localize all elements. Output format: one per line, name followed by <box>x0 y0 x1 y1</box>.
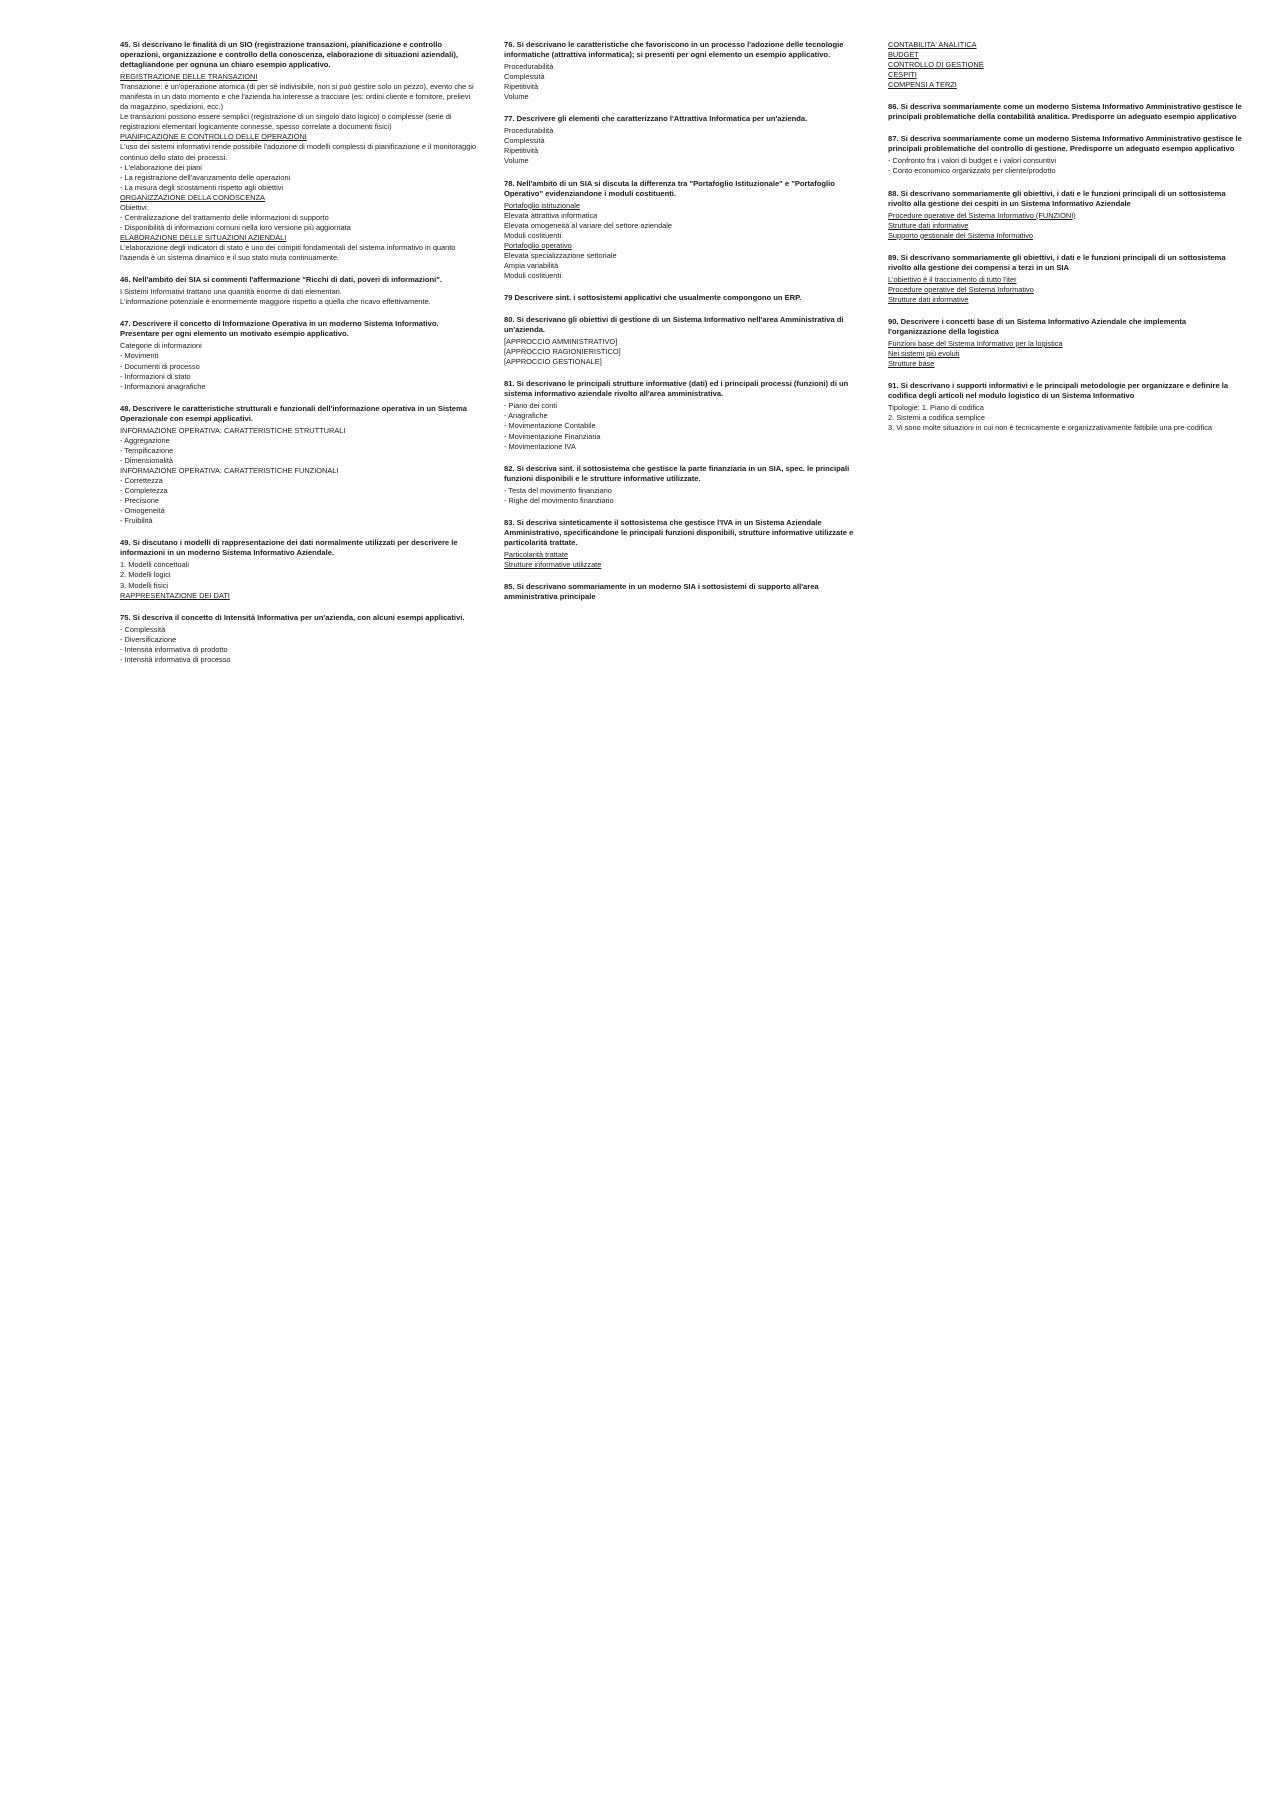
answer-line: - La misura degli scostamenti rispetto agli obiettivi <box>120 182 284 192</box>
answer-section <box>888 381 1246 433</box>
subheading: Procedure operative del Sistema Informativo <box>888 284 1034 294</box>
column-left <box>120 40 478 1781</box>
subheading: RAPPRESENTAZIONE DEI DATI <box>120 590 230 600</box>
answer-line: - Completezza <box>120 486 168 496</box>
answer-line: 3. Vi sono molte situazioni in cui non è tecnicamente e organizzativamente fattibile una pre-codifica <box>888 423 1213 433</box>
subheading: COMPENSI A TERZI <box>888 80 957 90</box>
answer-line: - Righe del movimento finanziario <box>504 495 614 505</box>
subheading: Strutture informative utilizzate <box>504 559 602 569</box>
answer-line: - Correttezza <box>120 476 163 486</box>
answer-line: INFORMAZIONE OPERATIVA: CARATTERISTICHE FUNZIONALI <box>120 466 339 475</box>
answer-section <box>120 538 478 600</box>
answer-line: Elevata omogeneità al variare del settore aziendale <box>504 220 673 230</box>
answer-section <box>120 40 478 263</box>
answer-line: - Omogeneità <box>120 506 165 516</box>
answer-section <box>504 293 862 303</box>
question-title: 47. Descrivere il concetto di Informazione Operativa in un moderno Sistema Informativo. Presentare per ogni elemento un motivato esempio applicativo. <box>120 319 439 339</box>
answer-line: [APPROCCIO RAGIONIERISTICO] <box>504 347 621 357</box>
question-title: 86. Si descriva sommariamente come un moderno Sistema Informativo Amministrativo gestisce le principali problematiche della contabilità analitica. Predisporre un adeguato esempio applicativo <box>888 102 1242 122</box>
answer-section <box>888 253 1246 305</box>
question-title: 90. Descrivere i concetti base di un Sistema Informativo Aziendale che implementa l'organizzazione della logistica <box>888 316 1187 336</box>
question-title: 88. Si descrivano sommariamente gli obiettivi, i dati e le funzioni principali di un sottosistema rivolto alla gestione dei cespiti in un Sistema Informativo Aziendale <box>888 188 1226 208</box>
answer-line: - Movimenti <box>120 351 159 361</box>
subheading: CESPITI <box>888 70 917 80</box>
answer-section <box>888 317 1246 369</box>
answer-line: - Intensità informativa di prodotto <box>120 644 228 654</box>
answer-line: - Intensità informativa di processo <box>120 654 231 664</box>
subheading: Particolarità trattate <box>504 549 569 559</box>
answer-line: 2. Sistemi a codifica semplice <box>888 413 985 423</box>
answer-line: - Dimensionalità <box>120 455 173 465</box>
subheading: ORGANIZZAZIONE DELLA CONOSCENZA <box>120 192 265 202</box>
answer-line: 1. Modelli concettuali <box>120 560 190 570</box>
answer-line: - Tempificazione <box>120 445 174 455</box>
column-middle <box>504 40 862 1781</box>
answer-line: 3. Modelli fisici <box>120 580 169 590</box>
subheading: Portafoglio operativo <box>504 240 572 250</box>
subheading: BUDGET <box>888 50 919 60</box>
answer-section <box>888 102 1246 122</box>
subheading: Nei sistemi più evoluti <box>888 349 960 359</box>
answer-line: - La registrazione dell'avanzamento delle operazioni <box>120 172 291 182</box>
answer-line: Procedurabilità <box>504 62 554 72</box>
answer-line: [APPROCCIO AMMINISTRATIVO] <box>504 337 618 347</box>
question-title: 80. Si descrivano gli obiettivi di gestione di un Sistema Informativo nell'area Amministrativa di un'azienda. <box>504 315 844 335</box>
answer-line: - Testa del movimento finanziario <box>504 485 612 495</box>
subheading: Strutture dati informative <box>888 220 969 230</box>
subheading: PIANIFICAZIONE E CONTROLLO DELLE OPERAZIONI <box>120 132 307 142</box>
subheading: Procedure operative del Sistema Informativo (FUNZIONI) <box>888 210 1076 220</box>
answer-line: - Informazioni di stato <box>120 371 191 381</box>
question-title: 83. Si descriva sinteticamente il sottosistema che gestisce l'IVA in un Sistema Aziendale Amministrativo, specificandone le principali funzioni disponibili, strutture informative utilizzate e particolarità trattate. <box>504 517 854 547</box>
subheading: CONTABILITA' ANALITICA <box>888 40 977 49</box>
answer-line: I Sistemi Informativi trattano una quantità enorme di dati elementari. <box>120 287 342 297</box>
answer-line: - Piano dei conti <box>504 401 557 411</box>
answer-line: Elevata attrattiva informatica <box>504 210 598 220</box>
question-title: 89. Si descrivano sommariamente gli obiettivi, i dati e le funzioni principali di un sottosistema rivolto alla gestione dei compensi a terzi in un SIA <box>888 252 1226 272</box>
answer-line: - Confronto fra i valori di budget e i valori consuntivi <box>888 156 1057 166</box>
answer-line: Complessità <box>504 136 545 146</box>
answer-line: - Anagrafiche <box>504 411 548 421</box>
answer-line: Procedurabilità <box>504 126 554 136</box>
answer-line: [APPROCCIO GESTIONALE] <box>504 357 602 367</box>
answer-section <box>504 40 862 102</box>
subheading: ELABORAZIONE DELLE SITUAZIONI AZIENDALI <box>120 233 287 243</box>
question-title: 45. Si descrivano le finalità di un SIO (registrazione transazioni, pianificazione e controllo operazioni, organizzazione e controllo della conoscenza, elaborazione di situazioni aziendali), dettagliandone per ognuna un chiaro esempio applicativo. <box>120 40 458 70</box>
answer-section <box>504 518 862 570</box>
answer-line: Elevata specializzazione settoriale <box>504 250 617 260</box>
answer-line: - Complessità <box>120 624 166 634</box>
question-title: 48. Descrivere le caratteristiche strutturali e funzionali dell'informazione operativa in un Sistema Operazionale con esempi applicativi. <box>120 403 468 423</box>
question-title: 46. Nell'ambito dei SIA si commenti l'affermazione "Ricchi di dati, poveri di informazioni". <box>120 275 442 285</box>
question-title: 82. Si descriva sint. il sottosistema che gestisce la parte finanziaria in un SIA, spec. le principali funzioni disponibili e le strutture informative utilizzate. <box>504 463 850 483</box>
answer-line: - Aggregazione <box>120 435 170 445</box>
answer-line: - Movimentazione Finanziaria <box>504 431 601 441</box>
subheading: L'obiettivo è il tracciamento di tutto l'iter <box>888 274 1017 284</box>
answer-line: INFORMAZIONE OPERATIVA: CARATTERISTICHE STRUTTURALI <box>120 425 346 435</box>
answer-line: Complessità <box>504 72 545 82</box>
answer-line: Ripetitività <box>504 82 539 92</box>
question-title: 49. Si discutano i modelli di rappresentazione dei dati normalmente utilizzati per descrivere le informazioni in un moderno Sistema Informativo Aziendale. <box>120 538 458 558</box>
question-title: 91. Si descrivano i supporti informativi e le principali metodologie per organizzare e definire la codifica degli articoli nel modulo logistico di un Sistema Informativo <box>888 381 1229 401</box>
question-title: 77. Descrivere gli elementi che caratterizzano l'Attrattiva Informatica per un'azienda. <box>504 114 808 124</box>
column-right <box>888 40 1246 1781</box>
answer-section <box>120 319 478 391</box>
subheading: CONTROLLO DI GESTIONE <box>888 60 984 70</box>
answer-line: Obiettivi: <box>120 202 149 212</box>
question-title: 78. Nell'ambito di un SIA si discuta la differenza tra "Portafoglio Istituzionale" e "Portafoglio Operativo" evidenziandone i moduli costituenti. <box>504 178 835 198</box>
answer-section <box>504 464 862 506</box>
question-title: 79 Descrivere sint. i sottosistemi applicativi che usualmente compongono un ERP. <box>504 293 802 303</box>
answer-line: - L'elaborazione dei piani <box>120 162 202 172</box>
answer-section <box>888 134 1246 176</box>
answer-line: Moduli costituenti <box>504 271 562 281</box>
answer-section <box>120 613 478 665</box>
answer-line: Volume <box>504 92 529 102</box>
answer-section <box>120 275 478 307</box>
answer-line: - Centralizzazione del trattamento delle informazioni di supporto <box>120 212 329 222</box>
question-title: 85. Si descrivano sommariamente in un moderno SIA i sottosistemi di supporto all'area amministrativa principale <box>504 581 819 601</box>
answer-line: L'elaborazione degli indicatori di stato è uno dei compiti fondamentali del sistema informativo in quanto l'azienda è un sistema dinamico e il suo stato muta continuamente. <box>120 243 456 263</box>
question-title: 75. Si descriva il concetto di Intensità Informativa per un'azienda, con alcuni esempi applicativi. <box>120 612 465 622</box>
answer-line: - Conto economico organizzato per cliente/prodotto <box>888 166 1056 176</box>
answer-line: Le transazioni possono essere semplici (registrazione di un singolo dato logico) o complesse (serie di registrazioni elementari logicamente connesse, spesso correlate a documenti fisici) <box>120 112 452 132</box>
answer-section <box>504 114 862 166</box>
answer-line: Ripetitività <box>504 146 539 156</box>
question-title: 76. Si descrivano le caratteristiche che favoriscono in un processo l'adozione delle tecnologie informatiche (attrattiva informatica); si presenti per ogni elemento un esempio applicativo. <box>504 40 844 60</box>
question-title: 87. Si descriva sommariamente come un moderno Sistema Informativo Amministrativo gestisce le principali problematiche del controllo di gestione. Predisporre un adeguato esempio applicativo <box>888 134 1242 154</box>
answer-line: Ampia variabilità <box>504 260 559 270</box>
answer-line: - Disponibilità di informazioni comuni nella loro versione più aggiornata <box>120 222 351 232</box>
answer-section <box>504 315 862 367</box>
answer-line: Transazione: è un'operazione atomica (di per sé indivisibile, non si può gestire solo un pezzo), evento che si manifesta in un dato momento e che l'azienda ha interesse a tracciare (es: ordini cliente e fornitore, prelievi da magazzino, spedizioni, ecc.) <box>120 82 474 112</box>
answer-line: - Informazioni anagrafiche <box>120 381 206 391</box>
question-title: 81. Si descrivano le principali strutture informative (dati) ed i principali processi (funzioni) di un sistema informativo aziendale rivolto all'area amministrativa. <box>504 379 849 399</box>
answer-line: - Documenti di processo <box>120 361 200 371</box>
subheading: Supporto gestionale del Sistema Informativo <box>888 230 1034 240</box>
answer-line: Moduli costituenti <box>504 230 562 240</box>
answer-section <box>504 179 862 282</box>
answer-line: - Movimentazione Contabile <box>504 421 596 431</box>
answer-line: - Fruibilità <box>120 516 153 526</box>
answer-section <box>888 40 1246 90</box>
subheading: REGISTRAZIONE DELLE TRANSAZIONI <box>120 72 258 82</box>
answer-line: - Diversificazione <box>120 634 177 644</box>
answer-line: Tipologie: 1. Piano di codifica <box>888 403 984 413</box>
answer-section <box>888 189 1246 241</box>
answer-line: L'uso dei sistemi informativi rende possibile l'adozione di modelli complessi di pianificazione e il monitoraggio continuo dello stato dei processi. <box>120 142 477 162</box>
answer-line: - Precisione <box>120 496 160 506</box>
answer-section <box>120 404 478 527</box>
answer-line: Categorie di informazioni <box>120 341 202 351</box>
subheading: Funzioni base del Sistema Informativo per la logistica <box>888 338 1063 348</box>
answer-section <box>504 379 862 451</box>
answer-line: - Movimentazione IVA <box>504 441 576 451</box>
answer-line: L'informazione potenziale è enormemente maggiore rispetto a quella che ricavo effettivamente. <box>120 297 431 307</box>
subheading: Portafoglio istituzionale <box>504 200 581 210</box>
answer-section <box>504 582 862 602</box>
answer-line: 2. Modelli logici <box>120 570 171 580</box>
subheading: Strutture base <box>888 359 935 369</box>
answer-line: Volume <box>504 156 529 166</box>
subheading: Strutture dati informative <box>888 294 969 304</box>
